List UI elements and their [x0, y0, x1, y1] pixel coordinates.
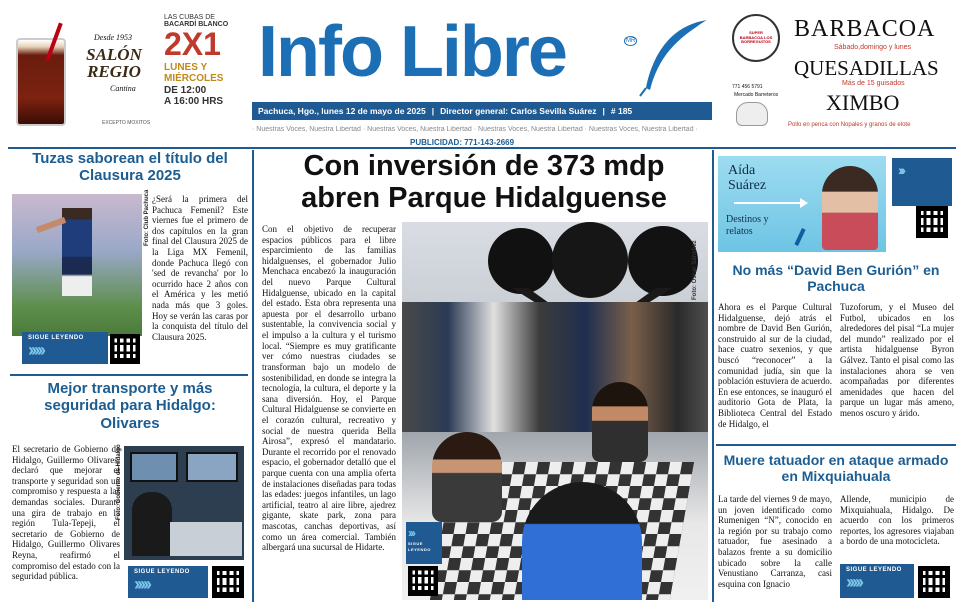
player-figure	[62, 208, 92, 296]
sphere-sculpture	[628, 226, 698, 296]
arrows-icon: ›››	[898, 162, 903, 178]
right-top-arrows	[892, 158, 952, 206]
right-top-qr-code[interactable]	[916, 206, 948, 238]
ad-brand-top: Desde 1953	[94, 33, 132, 42]
story1-body: ¿Será la primera del Pachuca Femenil? Este viernes fue el primero de dos capítulos en la gran final del Clausura 2025 de la Liga MX Femenil, donde Pachuca llegó con 'sed de revancha' por lo ocurrido hace 2 años con el América y les metió nada más que 3 goles. Hoy se verán las caras por la conquista del título del Clausura 2025.	[152, 194, 248, 342]
arrows-icon: ›››››	[846, 572, 861, 592]
banner-title: Aída Suárez	[728, 163, 767, 193]
ad-salon-regio	[10, 8, 160, 138]
story2-headline[interactable]: Mejor transporte y más seguridad para Hidalgo: Olivares	[44, 380, 216, 432]
right-story2-col2: Allende, municipio de Mixquiahuala, Hidalgo. De acuerdo con los primeros reportes, los agresores viajaban a bordo de una motocicleta.	[840, 494, 954, 547]
barbacoa-sub2: Más de 15 guisados	[842, 80, 905, 87]
barbacoa-sub3: Pollo en penca con Nopales y granos de elote	[788, 122, 911, 128]
story1-qr-code[interactable]	[110, 334, 140, 364]
right-story2-sigue-label: SIGUE LEYENDO	[846, 567, 902, 573]
promo-offer: 2X1	[164, 26, 221, 62]
main-credit: Foto: Oscar Sánchez	[692, 240, 698, 300]
ad-brand-name: SALÓN REGIO	[86, 45, 142, 81]
story2-credit: Foto: Gobierno de Hidalgo	[116, 444, 122, 520]
ad-brand-sub: Cantina	[110, 84, 136, 93]
monitor-screen	[186, 452, 238, 482]
arrows-icon: ›››››	[28, 340, 43, 360]
masthead-mark: MR	[626, 38, 636, 44]
masthead-info-bar: Pachuca, Hgo., lunes 12 de mayo de 2025 | Director general: Carlos Sevilla Suárez | # 185	[252, 102, 712, 120]
sphere-sculpture	[488, 228, 554, 294]
feather-icon	[636, 18, 712, 98]
right-story2-sigue-leyendo[interactable]	[840, 564, 914, 598]
feather-small-icon	[794, 228, 805, 246]
masthead	[252, 8, 714, 140]
barbacoa-title3: XIMBO	[826, 90, 900, 115]
barbacoa-logo-text: SUPER BARBACOA LOS BORREGUITOS	[739, 30, 773, 45]
right-story1-headline[interactable]: No más “David Ben Gurión” en Pachuca	[732, 262, 940, 295]
author-portrait	[822, 166, 878, 250]
barbacoa-title2: QUESADILLAS	[794, 56, 939, 80]
operator-figure	[132, 492, 172, 556]
banner-arrow-head	[800, 198, 808, 208]
child-back-figure	[522, 482, 642, 600]
promo-hours-to: A 16:00 HRS	[164, 95, 224, 107]
masthead-date: Pachuca, Hgo., lunes 12 de mayo de 2025	[258, 106, 426, 116]
story2-sigue-leyendo[interactable]	[128, 566, 208, 598]
ad-barbacoa	[730, 10, 954, 138]
barbacoa-address: Mercado Barreteros	[734, 92, 779, 98]
story2-body: El secretario de Gobierno de Hidalgo, Guillermo Olivares, declaró que mejorar el transporte y seguridad son un compromiso y respuesta a las demandas sociales. Durante una gira de trabajo en la región Tula-Tepeji, el secretario de Gobierno de Hidalgo, Guillermo Olivares Reyna, reafirmó el compromiso del estado con la seguridad pública.	[12, 444, 120, 582]
right-story2-col1: La tarde del viernes 9 de mayo, un joven identificado como Rumenigen “N”, conocido en la región por su trabajo como tatuador, fue asesinado a balazos frente a su domicilio ubicado sobre la calle Venustiano Carranza, casi esquina con Ignacio	[718, 494, 832, 589]
promo-line1: LAS CUBAS DE	[164, 14, 215, 21]
drink-glass-image	[16, 38, 66, 126]
masthead-director: Director general: Carlos Sevilla Suárez	[440, 106, 597, 116]
barbacoa-sub1: Sábado,domingo y lunes	[834, 44, 912, 51]
masthead-issue: # 185	[610, 106, 633, 116]
barbacoa-logo	[732, 14, 780, 62]
barbacoa-title1: BARBACOA	[794, 16, 936, 42]
main-sigue-leyendo[interactable]	[406, 522, 442, 564]
child-figure	[432, 432, 502, 522]
right-story2-headline[interactable]: Muere tatuador en ataque armado en Mixquiahuala	[723, 452, 949, 485]
masthead-title[interactable]: Info Libre	[258, 12, 566, 92]
story1-headline[interactable]: Tuzas saborean el título del Clausura 2025	[32, 150, 228, 185]
right-story2-qr-code[interactable]	[918, 566, 950, 598]
ad-bacardi-promo	[164, 14, 244, 138]
story2-sigue-label: SIGUE LEYENDO	[134, 569, 190, 575]
monitor-screen	[130, 452, 178, 482]
soccer-player-photo	[12, 194, 142, 336]
main-qr-code[interactable]	[408, 566, 438, 596]
promo-line2: BACARDÍ BLANCO	[164, 21, 229, 28]
right-story1-col1: Ahora es el Parque Cultural Hidalguense, dejó atrás el nombre de David Ben Gurión, construido al sur de la ciudad, hace cuatro sexenios, y que buscó “reconocer” a la comunidad judía, sin que la población estuviera de acuerdo. En ese entonces, se inauguró el auditorio Gota de Plata, la Biblioteca Central del Estado de Hidalgo, el	[718, 302, 832, 429]
main-headline[interactable]: Con inversión de 373 mdp abren Parque Hidalguense	[301, 150, 667, 215]
sphere-sculpture	[552, 222, 628, 298]
arrows-icon: ›››››	[134, 574, 149, 594]
story2-qr-code[interactable]	[212, 566, 244, 598]
promo-days: LUNES Y MIÉRCOLES	[164, 61, 224, 84]
banner-sub: Destinos y relatos	[726, 214, 769, 237]
aida-banner[interactable]	[718, 156, 886, 252]
sheep-icon	[736, 102, 768, 126]
promo-hours-from: DE 12:00	[164, 84, 207, 96]
main-sigue-label: SIGUE LEYENDO	[408, 541, 431, 552]
security-monitors-photo	[124, 446, 244, 560]
child-figure	[592, 382, 648, 462]
story1-sigue-leyendo[interactable]	[22, 332, 108, 364]
desk	[170, 522, 242, 556]
right-story1-col2: Tuzoforum, y el Museo del Futbol, ubicados en los alrededores del pisal “La mujer del mundo” realizado por el artista hidalguense Byron Gálvez. Tanto el pisal como las instalaciones ahora se ven acompañadas por diferentes amenidades que hacen del parque un lugar más ameno, menos oscuro y árido.	[840, 302, 954, 419]
banner-arrow-icon	[734, 202, 804, 204]
story1-sigue-label: SIGUE LEYENDO	[28, 335, 84, 341]
right-top-qr-block	[716, 152, 956, 252]
barbacoa-phone: 771 456 5791	[732, 84, 763, 90]
ad-note: EXCEPTO MOXITOS	[102, 120, 151, 126]
crowd	[402, 302, 708, 432]
park-chess-photo	[402, 222, 708, 600]
publicidad-phone[interactable]: PUBLICIDAD: 771-143-2669	[410, 138, 515, 147]
arrows-icon: ›››	[408, 526, 414, 540]
story1-credit: Foto: Club Pachuca	[144, 189, 150, 246]
masthead-tagline: · Nuestras Voces, Nuestra Libertad · Nuestras Voces, Nuestra Libertad · Nuestras Voces, Nuestra Libertad · Nuestras Voces, Nuestra Libertad ·	[252, 126, 698, 133]
main-body: Con el objetivo de recuperar espacios públicos para el libre esparcimiento de las familias hidalguenses, el gobernador Julio Menchaca encabezó la inauguración del nuevo Parque Cultural Hidalguense, ubicado en la capital del estado. Esta obra representa una apuesta por el desarrollo urbano sustentable, la convivencia social y el impulso a la cultura y el turismo local. “Siempre es muy gratificante ver cómo nuestras ciudades se transforman bajo un modelo de sostenibilidad, en donde se integra la tecnología, la cultura, el deporte y la sana diversión. Hoy, el Parque Cultural Hidalguense se convierte en el corazón cultural, recreativo y social de nuestra querida Bella Airosa”, expresó el mandatario. Durante el recorrido por el renovado espacio, el gobernador detalló que el parque cuenta con una amplia oferta de instalaciones diseñadas para todas las edades: juegos infantiles, un lago artificial, teatro al aire libre, ajedrez gigante, skate park, zona para mascotas, canchas deportivas, así como un área comercial. También albergará una sucursal de Hidarte.	[262, 224, 396, 553]
